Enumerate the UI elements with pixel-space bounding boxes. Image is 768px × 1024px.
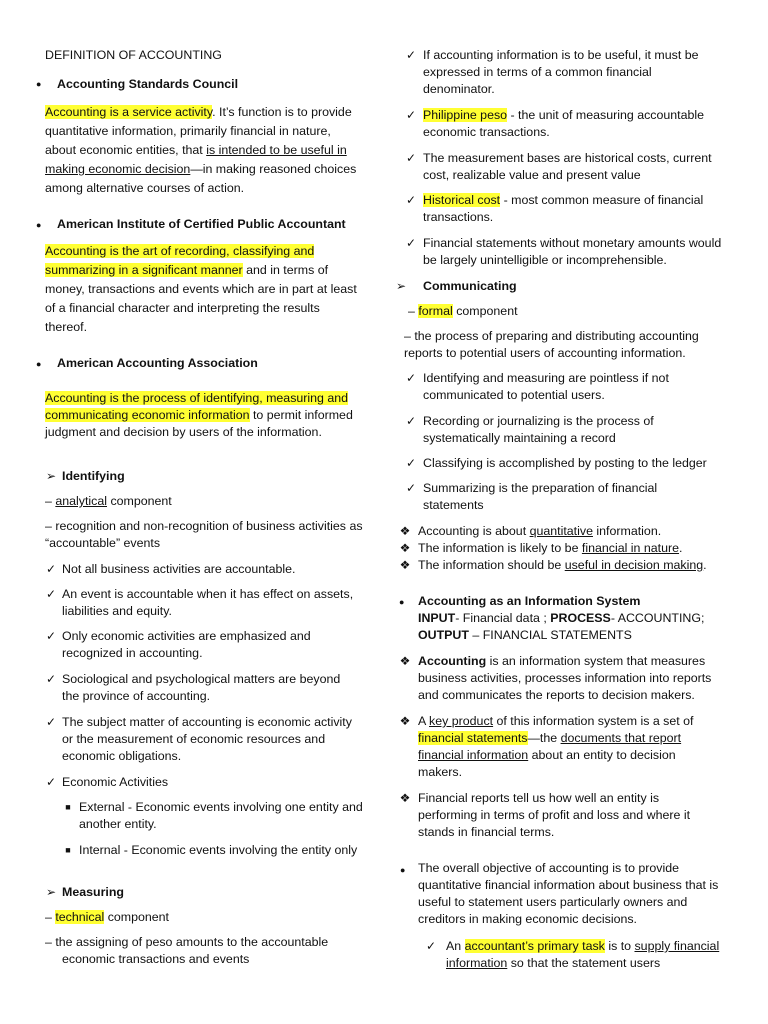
section-heading-aicpa: American Institute of Certified Public Accountant bbox=[57, 217, 346, 231]
check-icon: ✓ bbox=[45, 715, 57, 729]
ais-item: Accounting is an information system that measures business activities, processes information into reports and communicates the reports to decision makers. bbox=[418, 654, 712, 702]
check-item: An event is accountable when it has effect on assets, liabilities and equity. bbox=[62, 587, 354, 618]
check-item: Only economic activities are emphasized and recognized in accounting. bbox=[62, 629, 311, 660]
check-icon: ✓ bbox=[425, 939, 437, 953]
identifying-description: – recognition and non-recognition of business activities as “accountable” events bbox=[45, 519, 363, 550]
asc-definition: Accounting is a service activity. It’s function is to provide quantitative information, primarily financial in nature, about economic entities, that is intended to be useful in making economic decision—in making reasoned choices among alternative courses of action. bbox=[45, 105, 357, 195]
check-icon: ✓ bbox=[45, 562, 57, 576]
square-bullet-icon: ■ bbox=[65, 802, 71, 812]
check-icon: ✓ bbox=[405, 371, 417, 385]
aicpa-definition: Accounting is the art of recording, classifying and summarizing in a significant manner and in terms of money, transactions and events which are in part at least of a financial character and interpreting the results thereof. bbox=[45, 244, 357, 334]
diamond-item: Accounting is about quantitative information. bbox=[418, 524, 662, 538]
ais-io: INPUT- Financial data ; PROCESS- ACCOUNTING; OUTPUT – FINANCIAL STATEMENTS bbox=[418, 611, 705, 642]
ais-item: Financial reports tell us how well an entity is performing in terms of profit and loss and where it stands in financial terms. bbox=[418, 791, 691, 839]
ais-item: A key product of this information system is a set of financial statements—the documents that report financial information about an entity to decision makers. bbox=[418, 714, 694, 779]
measuring-heading: Measuring bbox=[62, 885, 124, 899]
measuring-description: – the assigning of peso amounts to the accountable economic transactions and events bbox=[45, 935, 329, 966]
check-icon: ✓ bbox=[405, 414, 417, 428]
check-icon: ✓ bbox=[405, 151, 417, 165]
bullet-icon: ● bbox=[399, 597, 405, 607]
measuring-component: – technical component bbox=[45, 910, 169, 924]
bullet-icon: ● bbox=[36, 359, 42, 369]
check-item: Recording or journalizing is the process of systematically maintaining a record bbox=[423, 414, 654, 445]
check-item: Identifying and measuring are pointless if not communicated to potential users. bbox=[423, 371, 669, 402]
last-check-item: An accountant’s primary task is to supply financial information so that the statement users bbox=[446, 939, 720, 970]
check-icon: ✓ bbox=[405, 108, 417, 122]
check-item: Not all business activities are accountable. bbox=[62, 562, 296, 576]
section-heading-aaa: American Accounting Association bbox=[57, 356, 258, 370]
communicating-description: – the process of preparing and distributing accounting reports to potential users of accounting information. bbox=[404, 329, 699, 360]
arrowhead-icon: ➢ bbox=[395, 279, 407, 293]
sub-item: Internal - Economic events involving the entity only bbox=[79, 843, 358, 857]
sub-item: External - Economic events involving one entity and another entity. bbox=[79, 800, 363, 831]
ais-heading: Accounting as an Information System bbox=[418, 594, 641, 608]
check-item: Economic Activities bbox=[62, 775, 169, 789]
identifying-heading: Identifying bbox=[62, 469, 125, 483]
aaa-definition: Accounting is the process of identifying, measuring and communicating economic information to permit informed judgment and decision by users of the information. bbox=[45, 391, 353, 439]
diamond-bullet-icon: ❖ bbox=[399, 714, 411, 728]
arrowhead-icon: ➢ bbox=[45, 469, 57, 483]
bullet-icon: ● bbox=[400, 865, 406, 875]
bullet-icon: ● bbox=[36, 79, 42, 89]
page-title: DEFINITION OF ACCOUNTING bbox=[45, 48, 222, 62]
check-icon: ✓ bbox=[405, 236, 417, 250]
check-icon: ✓ bbox=[405, 48, 417, 62]
bullet-icon: ● bbox=[36, 220, 42, 230]
check-icon: ✓ bbox=[45, 629, 57, 643]
check-item: The subject matter of accounting is economic activity or the measurement of economic resources and economic obligations. bbox=[62, 715, 352, 763]
check-icon: ✓ bbox=[45, 587, 57, 601]
check-item: Historical cost - most common measure of financial transactions. bbox=[423, 193, 704, 224]
check-icon: ✓ bbox=[45, 775, 57, 789]
check-item: Summarizing is the preparation of financial statements bbox=[423, 481, 658, 512]
section-heading-asc: Accounting Standards Council bbox=[57, 77, 239, 91]
communicating-heading: Communicating bbox=[423, 279, 517, 293]
check-icon: ✓ bbox=[45, 672, 57, 686]
diamond-bullet-icon: ❖ bbox=[399, 791, 411, 805]
objective-paragraph: The overall objective of accounting is to provide quantitative financial information about business that is useful to statement users particularly owners and creditors in making economic decisions. bbox=[418, 861, 719, 926]
check-icon: ✓ bbox=[405, 481, 417, 495]
diamond-bullet-icon: ❖ bbox=[399, 558, 411, 572]
check-item: The measurement bases are historical costs, current cost, realizable value and present value bbox=[423, 151, 712, 182]
diamond-item: The information is likely to be financial in nature. bbox=[418, 541, 683, 555]
diamond-item: The information should be useful in decision making. bbox=[418, 558, 707, 572]
check-item: Financial statements without monetary amounts would be largely unintelligible or incomprehensible. bbox=[423, 236, 722, 267]
identifying-component: – analytical component bbox=[45, 494, 172, 508]
diamond-bullet-icon: ❖ bbox=[399, 541, 411, 555]
diamond-bullet-icon: ❖ bbox=[399, 524, 411, 538]
communicating-component: – formal component bbox=[408, 304, 518, 318]
square-bullet-icon: ■ bbox=[65, 845, 71, 855]
check-icon: ✓ bbox=[405, 456, 417, 470]
check-item: If accounting information is to be useful, it must be expressed in terms of a common financial denominator. bbox=[423, 48, 699, 96]
check-item: Sociological and psychological matters are beyond the province of accounting. bbox=[62, 672, 341, 703]
check-item: Classifying is accomplished by posting to the ledger bbox=[423, 456, 707, 470]
diamond-bullet-icon: ❖ bbox=[399, 654, 411, 668]
check-icon: ✓ bbox=[405, 193, 417, 207]
check-item: Philippine peso - the unit of measuring accountable economic transactions. bbox=[423, 108, 705, 139]
arrowhead-icon: ➢ bbox=[45, 885, 57, 899]
